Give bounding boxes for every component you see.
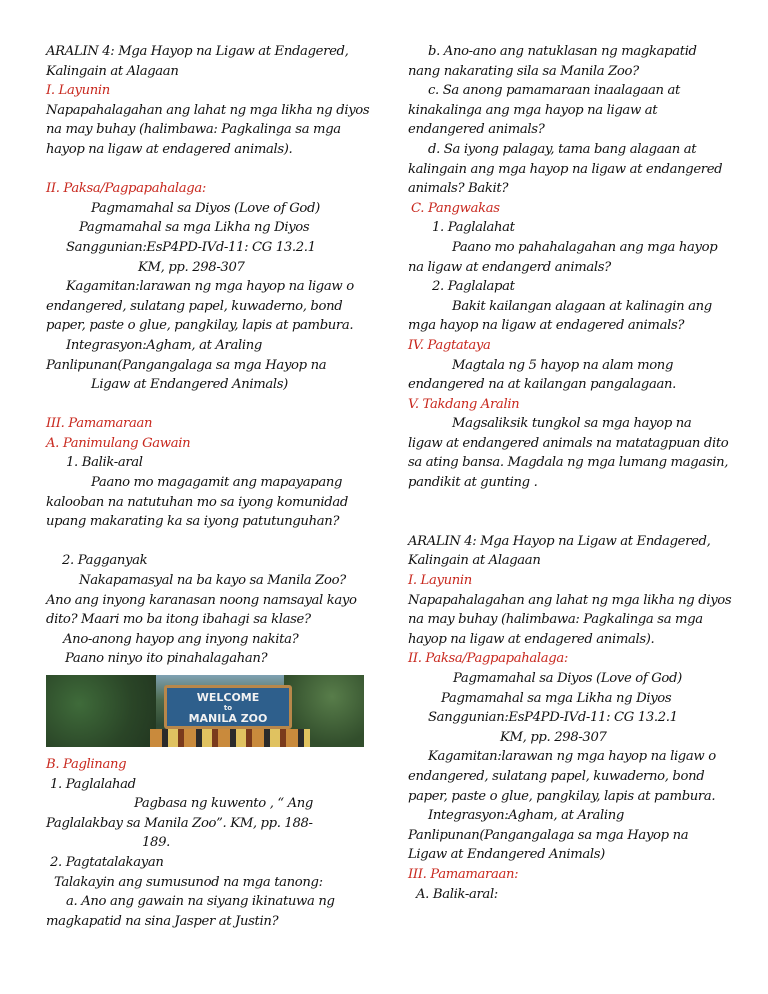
left-column-line: Nakapamasyal na ba kayo sa Manila Zoo? — [79, 573, 346, 589]
right-column-line: Pagmamahal sa Diyos (Love of God) — [453, 671, 682, 686]
left-column-line: Ano-anong hayop ang inyong nakita? — [63, 631, 299, 647]
left-column-line: hayop na ligaw at endagered animals). — [46, 141, 293, 157]
left-column-line: na may buhay (halimbawa: Pagkalinga sa mga — [46, 122, 341, 138]
left-column-line: Ano ang inyong karanasan noong namsayal kayo — [46, 592, 357, 608]
left-text-block — [46, 42, 368, 669]
manila-zoo-photo — [46, 675, 364, 747]
right-column-line: Integrasyon:Agham, at Araling — [428, 808, 624, 824]
right-column-line — [408, 493, 736, 513]
zoo-welcome-sign — [164, 685, 292, 729]
left-column-line: 1. Balik-aral — [66, 455, 143, 471]
right-column-line: endangered, sulatang papel, kuwaderno, bond — [408, 768, 705, 784]
left-column-line: Napapahalagahan ang lahat ng mga likha ng diyos — [46, 102, 370, 118]
right-column-line: A. Balik-aral: — [416, 886, 498, 902]
left-column-line — [46, 395, 368, 415]
sign-line-1: WELCOME — [196, 691, 260, 704]
left-column-line: I. Layunin — [46, 83, 110, 99]
sign-line-3: MANILA ZOO — [188, 712, 268, 725]
left-column-line: Integrasyon:Agham, at Araling — [66, 337, 262, 353]
right-column-line: II. Paksa/Pagpapahalaga: — [408, 651, 568, 667]
right-column-line: IV. Pagtataya — [408, 337, 491, 353]
right-column-line: Ligaw at Endangered Animals) — [408, 847, 605, 863]
left-column-after-line: Pagbasa ng kuwento , “ Ang — [134, 796, 314, 812]
left-column-line: Ligaw at Endangered Animals) — [91, 377, 288, 393]
right-column-line: Magtala ng 5 hayop na alam mong — [452, 357, 674, 373]
right-column-line: kinakalinga ang mga hayop na ligaw at — [408, 102, 658, 118]
left-column-line: kalooban na natutuhan mo sa iyong komunidad — [46, 494, 348, 510]
right-column-line: Pagmamahal sa mga Likha ng Diyos — [441, 690, 672, 706]
left-column-line: Pagmamahal sa mga Likha ng Diyos — [79, 220, 310, 236]
right-column-line: Paano mo pahahalagahan ang mga hayop — [452, 239, 718, 255]
right-column-line: pandikit at gunting . — [408, 475, 538, 491]
left-column-line: upang makarating ka sa iyong patutunguhan? — [46, 514, 340, 530]
painted-wall — [150, 729, 310, 747]
right-column-line: hayop na ligaw at endagered animals). — [408, 631, 655, 647]
left-column — [46, 42, 368, 931]
right-column-line: ARALIN 4: Mga Hayop na Ligaw at Endagered, — [408, 533, 711, 549]
right-column-line: animals? Bakit? — [408, 181, 509, 197]
left-column-line: Paano mo magagamit ang mapayapang — [91, 475, 343, 491]
right-column-line: endangered animals? — [408, 122, 545, 138]
right-column-line: KM, pp. 298-307 — [500, 729, 607, 745]
right-column-line: nang nakarating sila sa Manila Zoo? — [408, 63, 639, 79]
left-column-line: paper, paste o glue, pangkilay, lapis at pambura. — [46, 318, 354, 334]
right-column-line: Magsaliksik tungkol sa mga hayop na — [452, 416, 692, 432]
left-column-line: A. Panimulang Gawain — [46, 435, 191, 451]
right-column-line: endangered na at kailangan pangalagaan. — [408, 377, 677, 393]
right-column-line: mga hayop na ligaw at endagered animals? — [408, 318, 685, 334]
left-column-line: II. Paksa/Pagpapahalaga: — [46, 181, 206, 197]
right-column-line: Kagamitan:larawan ng mga hayop na ligaw o — [428, 749, 716, 765]
right-column-line: Bakit kailangan alagaan at kalinagin ang — [452, 298, 712, 314]
sign-line-2: to — [223, 704, 233, 712]
left-column-line — [46, 532, 368, 552]
right-column-line: d. Sa iyong palagay, tama bang alagaan at — [428, 141, 697, 157]
right-column-line: Kalingain at Alagaan — [408, 553, 541, 569]
left-column-after-line: B. Paglinang — [46, 757, 127, 772]
left-column-line: Kalingain at Alagaan — [46, 63, 179, 79]
left-column-line: Kagamitan:larawan ng mga hayop na ligaw o — [66, 279, 354, 295]
right-column-line: na ligaw at endangerd animals? — [408, 259, 611, 275]
right-column-line — [408, 512, 736, 532]
right-text-block — [408, 42, 736, 904]
left-column-line: 2. Pagganyak — [62, 553, 148, 569]
left-column-line: Sanggunian:EsP4PD-IVd-11: CG 13.2.1 — [66, 239, 316, 255]
left-column-after-line: magkapatid na sina Jasper at Justin? — [46, 913, 279, 929]
right-column-line: kalingain ang mga hayop na ligaw at endangered — [408, 161, 723, 177]
left-column-line: ARALIN 4: Mga Hayop na Ligaw at Endagered, — [46, 44, 349, 59]
right-column-line: c. Sa anong pamamaraan inaalagaan at — [428, 83, 680, 99]
left-column-line: Panlipunan(Pangangalaga sa mga Hayop na — [46, 357, 327, 373]
left-column-after-line: 189. — [142, 835, 170, 851]
right-column-line: Napapahalagahan ang lahat ng mga likha ng diyos — [408, 592, 732, 608]
right-column-line: C. Pangwakas — [411, 200, 500, 216]
right-column-line: b. Ano-ano ang natuklasan ng magkapatid — [428, 44, 697, 59]
right-column-line: ligaw at endangered animals na matatagpuan dito — [408, 435, 729, 451]
right-column-line: Sanggunian:EsP4PD-IVd-11: CG 13.2.1 — [428, 710, 678, 726]
right-column-line: na may buhay (halimbawa: Pagkalinga sa mga — [408, 612, 703, 628]
left-column-after-line: Paglalakbay sa Manila Zoo”. KM, pp. 188- — [46, 815, 313, 831]
right-column-line: 2. Paglalapat — [432, 279, 515, 295]
right-column-line: III. Pamamaraan: — [408, 866, 519, 882]
left-column-after-line: a. Ano ang gawain na siyang ikinatuwa ng — [66, 894, 335, 910]
right-column — [408, 42, 736, 904]
right-column-line: paper, paste o glue, pangkilay, lapis at pambura. — [408, 788, 716, 804]
left-text-block-after — [46, 755, 368, 931]
left-column-line: III. Pamamaraan — [46, 416, 153, 432]
left-column-line: Pagmamahal sa Diyos (Love of God) — [91, 200, 320, 216]
left-column-line: Paano ninyo ito pinahalagahan? — [65, 651, 268, 667]
right-column-line: I. Layunin — [408, 573, 472, 589]
left-column-after-line: Talakayin ang sumusunod na mga tanong: — [54, 874, 323, 890]
left-column-line — [46, 160, 368, 180]
left-column-line: dito? Maari mo ba itong ibahagi sa klase? — [46, 612, 311, 628]
left-column-after-line: 1. Paglalahad — [50, 776, 136, 792]
left-column-after-line: 2. Pagtatalakayan — [50, 854, 164, 870]
right-column-line: 1. Paglalahat — [432, 220, 515, 236]
tree-foliage-left — [46, 675, 156, 747]
right-column-line: Panlipunan(Pangangalaga sa mga Hayop na — [408, 827, 689, 843]
left-column-line: endangered, sulatang papel, kuwaderno, bond — [46, 298, 343, 314]
right-column-line: sa ating bansa. Magdala ng mga lumang magasin, — [408, 455, 729, 471]
right-column-line: V. Takdang Aralin — [408, 396, 520, 412]
left-column-line: KM, pp. 298-307 — [138, 259, 245, 275]
